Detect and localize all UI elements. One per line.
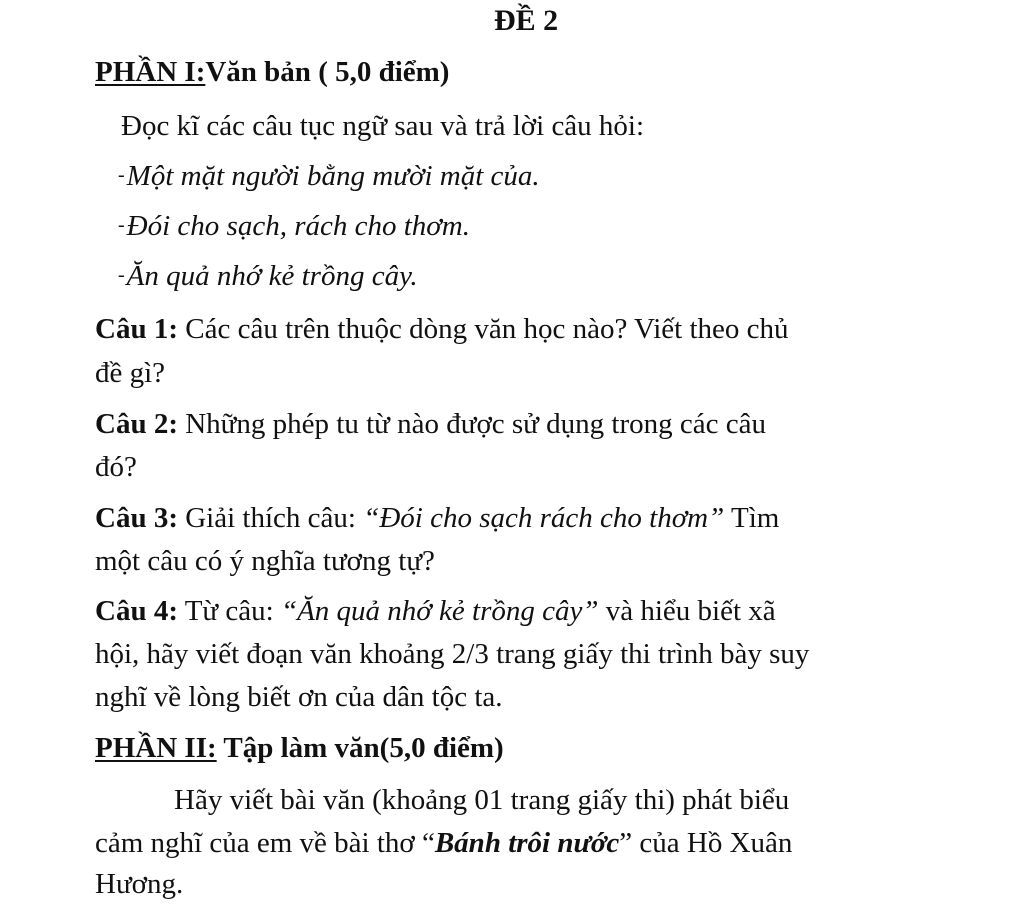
question-1-line-1 — [95, 315, 789, 344]
question-4-text-end: và hiểu biết xã — [598, 595, 776, 627]
question-4-quote: “Ăn quả nhớ kẻ trồng cây” — [280, 595, 599, 627]
part1-heading — [95, 58, 449, 87]
proverb-2 — [118, 212, 470, 241]
question-2-text: Những phép tu từ nào được sử dụng trong các câu — [177, 408, 766, 440]
part2-prompt-line-3: Hương. — [95, 868, 184, 900]
question-3-text-end: Tìm — [724, 502, 780, 534]
question-1-line-2: đề gì? — [95, 357, 166, 389]
proverb-text: Đói cho sạch, rách cho thơm. — [126, 210, 470, 242]
question-4-line-2: hội, hãy viết đoạn văn khoảng 2/3 trang giấy thi trình bày suy — [95, 638, 810, 670]
proverb-3 — [118, 262, 418, 291]
question-1-label: Câu 1: — [95, 313, 178, 345]
question-2-line-1 — [95, 410, 766, 439]
bullet-dash: - — [118, 214, 125, 236]
part2-prompt-text-end: ” của Hồ Xuân — [619, 827, 793, 859]
question-3-label: Câu 3: — [95, 502, 178, 534]
question-2-label: Câu 2: — [95, 408, 178, 440]
question-1-text: Các câu trên thuộc dòng văn học nào? Viết theo chủ — [177, 313, 789, 345]
question-3-line-1 — [95, 504, 779, 533]
part1-instruction: Đọc kĩ các câu tục ngữ sau và trả lời câu hỏi: — [121, 110, 645, 142]
part2-prompt-text: cảm nghĩ của em về bài thơ “ — [95, 827, 435, 859]
proverb-text: Một mặt người bằng mười mặt của. — [126, 160, 540, 192]
question-2-line-2: đó? — [95, 451, 137, 483]
question-4-text: Từ câu: — [177, 595, 281, 627]
part2-prompt-line-1: Hãy viết bài văn (khoảng 01 trang giấy thi) phát biểu — [174, 784, 790, 816]
part2-heading — [95, 734, 504, 763]
bullet-dash: - — [118, 264, 125, 286]
proverb-text: Ăn quả nhớ kẻ trồng cây. — [126, 260, 418, 292]
proverb-1 — [118, 162, 540, 191]
part2-prompt-line-2 — [95, 829, 792, 858]
question-4-label: Câu 4: — [95, 595, 178, 627]
question-4-line-1 — [95, 597, 776, 626]
question-3-line-2: một câu có ý nghĩa tương tự? — [95, 545, 435, 577]
part2-heading-text: Tập làm văn(5,0 điểm) — [216, 732, 504, 764]
document-title: ĐỀ 2 — [494, 4, 559, 37]
question-4-line-3: nghĩ về lòng biết ơn của dân tộc ta. — [95, 681, 503, 713]
question-3-text: Giải thích câu: — [177, 502, 364, 534]
bullet-dash: - — [118, 164, 125, 186]
part1-heading-text: Văn bản ( 5,0 điểm) — [205, 56, 450, 88]
part1-heading-label: PHẦN I: — [95, 56, 206, 88]
question-3-quote: “Đói cho sạch rách cho thơm” — [363, 502, 725, 534]
poem-title: Bánh trôi nước — [434, 827, 620, 859]
part2-heading-label: PHẦN II: — [95, 732, 217, 764]
